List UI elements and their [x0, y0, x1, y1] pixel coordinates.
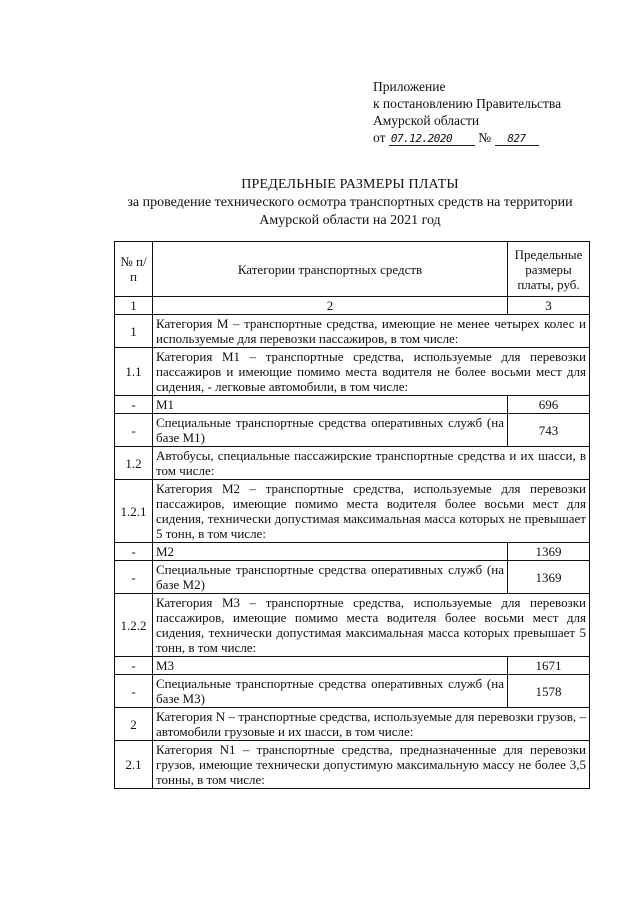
row-category: М1	[153, 396, 508, 414]
row-number: 1	[115, 315, 153, 348]
row-category: Автобусы, специальные пассажирские транспортные средства и их шасси, в том числе:	[153, 447, 590, 480]
row-category: Специальные транспортные средства оперативных служб (на базе М2)	[153, 561, 508, 594]
row-number: -	[115, 543, 153, 561]
column-number-row	[115, 297, 590, 315]
row-number: 2.1	[115, 741, 153, 789]
table-row	[115, 594, 590, 657]
row-category: Категория М – транспортные средства, имеющие не менее четырех колес и используемые для перевозки пассажиров, в том числе:	[153, 315, 590, 348]
table-row	[115, 414, 590, 447]
table-row	[115, 348, 590, 396]
from-label: от	[373, 130, 386, 145]
row-category: Категория М2 – транспортные средства, используемые для перевозки пассажиров, имеющие помимо места водителя более восьми мест для сидения, технически допустимая максимальная масса которых не превышает 5 тонн, в том числе:	[153, 480, 590, 543]
appendix-block	[373, 78, 623, 146]
table-row	[115, 396, 590, 414]
appendix-title: Приложение	[373, 79, 446, 94]
row-number: -	[115, 561, 153, 594]
column-number: 3	[508, 297, 590, 315]
row-category: Категория N1 – транспортные средства, предназначенные для перевозки грузов, имеющие технически допустимую максимальную массу не более 3,5 тонны, в том числе:	[153, 741, 590, 789]
row-number: 1.2	[115, 447, 153, 480]
row-category: М3	[153, 657, 508, 675]
header-category: Категории транспортных средств	[153, 242, 508, 297]
row-fee-value: 696	[508, 396, 590, 414]
row-number: -	[115, 657, 153, 675]
column-number: 1	[115, 297, 153, 315]
row-category: Категория М3 – транспортные средства, используемые для перевозки пассажиров, имеющие помимо места водителя более восьми мест для сидения, технически допустимая максимальная масса которых превышает 5 тонн, в том числе:	[153, 594, 590, 657]
table-row	[115, 315, 590, 348]
table-row	[115, 741, 590, 789]
handwritten-date: 07.12.2020	[389, 132, 475, 146]
row-category: Специальные транспортные средства оперативных служб (на базе М1)	[153, 414, 508, 447]
title-main: ПРЕДЕЛЬНЫЕ РАЗМЕРЫ ПЛАТЫ	[241, 177, 459, 192]
number-label: №	[478, 130, 492, 145]
table-row	[115, 480, 590, 543]
title-sub-line2: Амурской области на 2021 год	[259, 213, 441, 228]
table-row	[115, 675, 590, 708]
row-fee-value: 1369	[508, 561, 590, 594]
header-number: № п/п	[115, 242, 153, 297]
row-fee-value: 1578	[508, 675, 590, 708]
table-body	[115, 315, 590, 789]
appendix-date-number	[373, 129, 623, 146]
row-category: Категория N – транспортные средства, используемые для перевозки грузов, – автомобили грузовые и их шасси, в том числе:	[153, 708, 590, 741]
fee-table	[114, 241, 590, 789]
table-row	[115, 657, 590, 675]
table-row	[115, 708, 590, 741]
row-category: М2	[153, 543, 508, 561]
row-category: Категория М1 – транспортные средства, используемые для перевозки пассажиров и имеющие помимо места водителя не более восьми мест для сидения, - легковые автомобили, в том числе:	[153, 348, 590, 396]
row-number: 1.2.1	[115, 480, 153, 543]
header-fee: Предельные размеры платы, руб.	[508, 242, 590, 297]
appendix-decree: к постановлению Правительства	[373, 96, 562, 111]
document-title	[60, 176, 640, 230]
row-category: Специальные транспортные средства оперативных служб (на базе М3)	[153, 675, 508, 708]
row-fee-value: 1671	[508, 657, 590, 675]
row-number: 1.2.2	[115, 594, 153, 657]
table-row	[115, 447, 590, 480]
table-row	[115, 561, 590, 594]
row-number: -	[115, 675, 153, 708]
row-fee-value: 743	[508, 414, 590, 447]
row-number: 1.1	[115, 348, 153, 396]
row-fee-value: 1369	[508, 543, 590, 561]
appendix-region: Амурской области	[373, 113, 480, 128]
row-number: 2	[115, 708, 153, 741]
table-header-row	[115, 242, 590, 297]
column-number: 2	[153, 297, 508, 315]
title-sub-line1: за проведение технического осмотра транспортных средств на территории	[127, 195, 573, 210]
table-row	[115, 543, 590, 561]
row-number: -	[115, 396, 153, 414]
handwritten-number: 827	[495, 132, 539, 146]
row-number: -	[115, 414, 153, 447]
